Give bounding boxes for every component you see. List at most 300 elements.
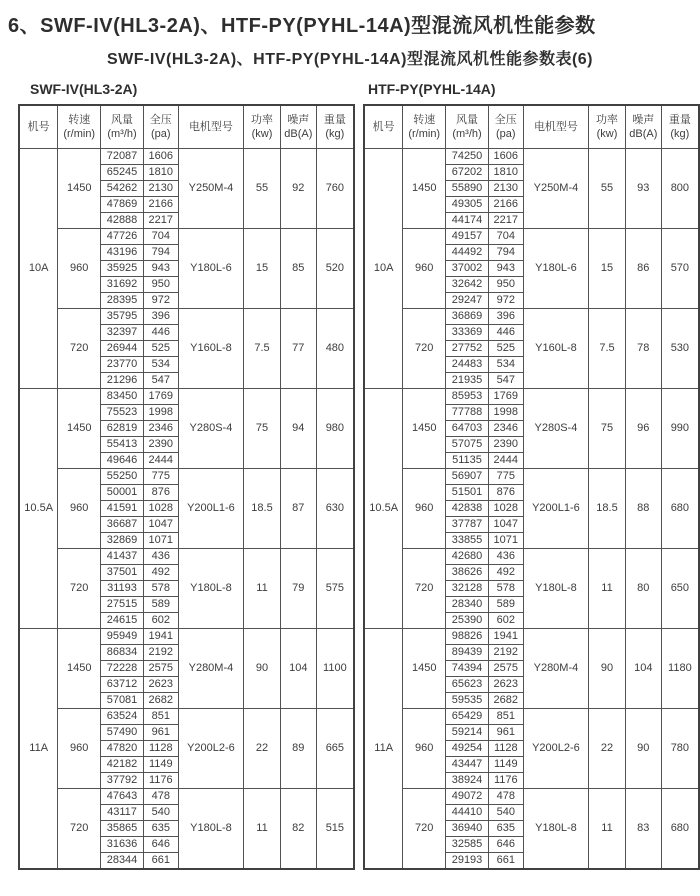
- noise-cell: 92: [280, 149, 316, 229]
- flow-cell: 65245: [101, 165, 144, 181]
- noise-cell: 89: [280, 709, 316, 789]
- model-cell: 11A: [364, 629, 403, 870]
- pressure-cell: 943: [488, 261, 523, 277]
- weight-cell: 530: [661, 309, 699, 389]
- header-cell: 电机型号: [178, 105, 243, 149]
- flow-cell: 47726: [101, 229, 144, 245]
- header-cell: 转速 (r/min): [58, 105, 101, 149]
- flow-cell: 37787: [446, 517, 489, 533]
- power-cell: 75: [244, 389, 281, 469]
- flow-cell: 42838: [446, 501, 489, 517]
- flow-cell: 43196: [101, 245, 144, 261]
- power-cell: 75: [589, 389, 626, 469]
- rpm-cell: 720: [58, 549, 101, 629]
- flow-cell: 27515: [101, 597, 144, 613]
- data-row: [364, 389, 699, 405]
- rpm-cell: 960: [403, 469, 446, 549]
- flow-cell: 37501: [101, 565, 144, 581]
- rpm-cell: 720: [403, 309, 446, 389]
- noise-cell: 87: [280, 469, 316, 549]
- pressure-cell: 2682: [488, 693, 523, 709]
- weight-cell: 980: [316, 389, 354, 469]
- data-row: [19, 229, 354, 245]
- flow-cell: 49254: [446, 741, 489, 757]
- flow-cell: 42182: [101, 757, 144, 773]
- pressure-cell: 540: [143, 805, 178, 821]
- noise-cell: 79: [280, 549, 316, 629]
- noise-cell: 104: [280, 629, 316, 709]
- pressure-cell: 492: [488, 565, 523, 581]
- flow-cell: 21296: [101, 373, 144, 389]
- weight-cell: 570: [661, 229, 699, 309]
- pressure-cell: 540: [488, 805, 523, 821]
- power-cell: 11: [244, 789, 281, 870]
- pressure-cell: 876: [488, 485, 523, 501]
- flow-cell: 42680: [446, 549, 489, 565]
- tables-row: [0, 104, 700, 870]
- pressure-cell: 2346: [143, 421, 178, 437]
- pressure-cell: 578: [143, 581, 178, 597]
- pressure-cell: 525: [143, 341, 178, 357]
- flow-cell: 51501: [446, 485, 489, 501]
- noise-cell: 80: [625, 549, 661, 629]
- flow-cell: 55890: [446, 181, 489, 197]
- data-row: [364, 309, 699, 325]
- pressure-cell: 2575: [488, 661, 523, 677]
- pressure-cell: 635: [488, 821, 523, 837]
- pressure-cell: 1149: [488, 757, 523, 773]
- header-row: [19, 105, 354, 149]
- flow-cell: 28340: [446, 597, 489, 613]
- rpm-cell: 1450: [403, 149, 446, 229]
- motor-cell: Y180L-6: [523, 229, 588, 309]
- pressure-cell: 1071: [488, 533, 523, 549]
- pressure-cell: 1998: [488, 405, 523, 421]
- data-row: [364, 709, 699, 725]
- flow-cell: 59535: [446, 693, 489, 709]
- flow-cell: 37002: [446, 261, 489, 277]
- noise-cell: 96: [625, 389, 661, 469]
- noise-cell: 82: [280, 789, 316, 870]
- pressure-cell: 961: [143, 725, 178, 741]
- pressure-cell: 2192: [488, 645, 523, 661]
- flow-cell: 63712: [101, 677, 144, 693]
- pressure-cell: 972: [143, 293, 178, 309]
- pressure-cell: 578: [488, 581, 523, 597]
- flow-cell: 33369: [446, 325, 489, 341]
- flow-cell: 72228: [101, 661, 144, 677]
- left-label-col: [0, 81, 350, 99]
- model-cell: 10A: [364, 149, 403, 389]
- data-row: [19, 709, 354, 725]
- header-cell: 功率 (kw): [244, 105, 281, 149]
- pressure-cell: 534: [143, 357, 178, 373]
- data-row: [19, 389, 354, 405]
- left-table-label: SWF-IV(HL3-2A): [30, 81, 138, 97]
- rpm-cell: 960: [58, 229, 101, 309]
- pressure-cell: 1176: [488, 773, 523, 789]
- motor-cell: Y250M-4: [178, 149, 243, 229]
- pressure-cell: 1769: [488, 389, 523, 405]
- weight-cell: 780: [661, 709, 699, 789]
- pressure-cell: 646: [143, 837, 178, 853]
- catalog-page: [0, 9, 700, 870]
- header-cell: 重量 (kg): [316, 105, 354, 149]
- pressure-cell: 2130: [143, 181, 178, 197]
- power-cell: 22: [244, 709, 281, 789]
- rpm-cell: 720: [403, 789, 446, 870]
- pressure-cell: 2390: [143, 437, 178, 453]
- power-cell: 11: [589, 789, 626, 870]
- noise-cell: 85: [280, 229, 316, 309]
- flow-cell: 28395: [101, 293, 144, 309]
- weight-cell: 575: [316, 549, 354, 629]
- pressure-cell: 2346: [488, 421, 523, 437]
- rpm-cell: 1450: [403, 389, 446, 469]
- data-row: [364, 629, 699, 645]
- flow-cell: 35865: [101, 821, 144, 837]
- rpm-cell: 960: [403, 229, 446, 309]
- flow-cell: 24483: [446, 357, 489, 373]
- flow-cell: 67202: [446, 165, 489, 181]
- flow-cell: 47869: [101, 197, 144, 213]
- flow-cell: 41591: [101, 501, 144, 517]
- power-cell: 15: [589, 229, 626, 309]
- pressure-cell: 1047: [143, 517, 178, 533]
- pressure-cell: 961: [488, 725, 523, 741]
- data-row: [19, 309, 354, 325]
- flow-cell: 72087: [101, 149, 144, 165]
- pressure-cell: 2217: [143, 213, 178, 229]
- pressure-cell: 2444: [143, 453, 178, 469]
- motor-cell: Y160L-8: [523, 309, 588, 389]
- pressure-cell: 775: [488, 469, 523, 485]
- flow-cell: 44492: [446, 245, 489, 261]
- weight-cell: 990: [661, 389, 699, 469]
- flow-cell: 98826: [446, 629, 489, 645]
- flow-cell: 95949: [101, 629, 144, 645]
- flow-cell: 83450: [101, 389, 144, 405]
- flow-cell: 43117: [101, 805, 144, 821]
- power-cell: 15: [244, 229, 281, 309]
- rpm-cell: 1450: [58, 149, 101, 229]
- flow-cell: 35925: [101, 261, 144, 277]
- flow-cell: 33855: [446, 533, 489, 549]
- pressure-cell: 436: [488, 549, 523, 565]
- header-cell: 噪声 dB(A): [625, 105, 661, 149]
- motor-cell: Y180L-6: [178, 229, 243, 309]
- pressure-cell: 635: [143, 821, 178, 837]
- swf-performance-table: [18, 104, 355, 870]
- flow-cell: 49157: [446, 229, 489, 245]
- power-cell: 55: [244, 149, 281, 229]
- weight-cell: 665: [316, 709, 354, 789]
- model-cell: 10.5A: [364, 389, 403, 629]
- motor-cell: Y200L1-6: [178, 469, 243, 549]
- header-cell: 风量 (m³/h): [446, 105, 489, 149]
- model-cell: 10.5A: [19, 389, 58, 629]
- data-row: [364, 789, 699, 805]
- flow-cell: 47820: [101, 741, 144, 757]
- header-cell: 转速 (r/min): [403, 105, 446, 149]
- flow-cell: 32128: [446, 581, 489, 597]
- rpm-cell: 1450: [58, 629, 101, 709]
- header-cell: 全压 (pa): [143, 105, 178, 149]
- power-cell: 90: [244, 629, 281, 709]
- pressure-cell: 589: [143, 597, 178, 613]
- pressure-cell: 478: [488, 789, 523, 805]
- model-cell: 10A: [19, 149, 58, 389]
- rpm-cell: 1450: [58, 389, 101, 469]
- flow-cell: 23770: [101, 357, 144, 373]
- pressure-cell: 525: [488, 341, 523, 357]
- header-cell: 重量 (kg): [661, 105, 699, 149]
- flow-cell: 31636: [101, 837, 144, 853]
- header-cell: 机号: [364, 105, 403, 149]
- flow-cell: 74394: [446, 661, 489, 677]
- pressure-cell: 1810: [143, 165, 178, 181]
- header-cell: 噪声 dB(A): [280, 105, 316, 149]
- flow-cell: 64703: [446, 421, 489, 437]
- pressure-cell: 492: [143, 565, 178, 581]
- motor-cell: Y250M-4: [523, 149, 588, 229]
- pressure-cell: 396: [143, 309, 178, 325]
- rpm-cell: 960: [403, 709, 446, 789]
- rpm-cell: 720: [403, 549, 446, 629]
- pressure-cell: 1606: [488, 149, 523, 165]
- weight-cell: 650: [661, 549, 699, 629]
- flow-cell: 29193: [446, 853, 489, 870]
- pressure-cell: 1071: [143, 533, 178, 549]
- pressure-cell: 396: [488, 309, 523, 325]
- flow-cell: 57075: [446, 437, 489, 453]
- rpm-cell: 720: [58, 789, 101, 870]
- flow-cell: 47643: [101, 789, 144, 805]
- pressure-cell: 1810: [488, 165, 523, 181]
- weight-cell: 1100: [316, 629, 354, 709]
- motor-cell: Y180L-8: [178, 789, 243, 870]
- flow-cell: 28344: [101, 853, 144, 870]
- weight-cell: 680: [661, 469, 699, 549]
- flow-cell: 42888: [101, 213, 144, 229]
- flow-cell: 36687: [101, 517, 144, 533]
- power-cell: 18.5: [244, 469, 281, 549]
- motor-cell: Y160L-8: [178, 309, 243, 389]
- pressure-cell: 661: [143, 853, 178, 870]
- flow-cell: 49072: [446, 789, 489, 805]
- pressure-cell: 794: [143, 245, 178, 261]
- flow-cell: 36869: [446, 309, 489, 325]
- flow-cell: 36940: [446, 821, 489, 837]
- pressure-cell: 547: [488, 373, 523, 389]
- flow-cell: 86834: [101, 645, 144, 661]
- noise-cell: 94: [280, 389, 316, 469]
- noise-cell: 83: [625, 789, 661, 870]
- flow-cell: 44174: [446, 213, 489, 229]
- pressure-cell: 950: [488, 277, 523, 293]
- motor-cell: Y180L-8: [178, 549, 243, 629]
- power-cell: 18.5: [589, 469, 626, 549]
- pressure-cell: 1047: [488, 517, 523, 533]
- pressure-cell: 1028: [143, 501, 178, 517]
- pressure-cell: 2166: [488, 197, 523, 213]
- power-cell: 22: [589, 709, 626, 789]
- pressure-cell: 2192: [143, 645, 178, 661]
- pressure-cell: 602: [488, 613, 523, 629]
- pressure-cell: 2217: [488, 213, 523, 229]
- pressure-cell: 589: [488, 597, 523, 613]
- noise-cell: 78: [625, 309, 661, 389]
- pressure-cell: 851: [488, 709, 523, 725]
- power-cell: 11: [244, 549, 281, 629]
- flow-cell: 63524: [101, 709, 144, 725]
- flow-cell: 59214: [446, 725, 489, 741]
- data-row: [19, 149, 354, 165]
- flow-cell: 37792: [101, 773, 144, 789]
- motor-cell: Y280M-4: [178, 629, 243, 709]
- weight-cell: 800: [661, 149, 699, 229]
- pressure-cell: 2444: [488, 453, 523, 469]
- flow-cell: 29247: [446, 293, 489, 309]
- flow-cell: 77788: [446, 405, 489, 421]
- pressure-cell: 704: [488, 229, 523, 245]
- header-cell: 机号: [19, 105, 58, 149]
- rpm-cell: 960: [58, 709, 101, 789]
- pressure-cell: 2682: [143, 693, 178, 709]
- rpm-cell: 960: [58, 469, 101, 549]
- pressure-cell: 1998: [143, 405, 178, 421]
- pressure-cell: 1606: [143, 149, 178, 165]
- flow-cell: 43447: [446, 757, 489, 773]
- data-row: [19, 629, 354, 645]
- weight-cell: 680: [661, 789, 699, 870]
- pressure-cell: 1128: [488, 741, 523, 757]
- pressure-cell: 876: [143, 485, 178, 501]
- power-cell: 7.5: [244, 309, 281, 389]
- pressure-cell: 534: [488, 357, 523, 373]
- noise-cell: 86: [625, 229, 661, 309]
- right-label-col: [350, 81, 700, 99]
- page-title: 6、SWF-IV(HL3-2A)、HTF-PY(PYHL-14A)型混流风机性能参数: [8, 15, 596, 37]
- flow-cell: 35795: [101, 309, 144, 325]
- pressure-cell: 478: [143, 789, 178, 805]
- flow-cell: 57490: [101, 725, 144, 741]
- flow-cell: 65623: [446, 677, 489, 693]
- weight-cell: 760: [316, 149, 354, 229]
- noise-cell: 90: [625, 709, 661, 789]
- pressure-cell: 2623: [143, 677, 178, 693]
- flow-cell: 57081: [101, 693, 144, 709]
- noise-cell: 88: [625, 469, 661, 549]
- pressure-cell: 794: [488, 245, 523, 261]
- pressure-cell: 1149: [143, 757, 178, 773]
- table-labels-row: [0, 81, 700, 99]
- header-cell: 功率 (kw): [589, 105, 626, 149]
- flow-cell: 55413: [101, 437, 144, 453]
- pressure-cell: 1941: [488, 629, 523, 645]
- motor-cell: Y180L-8: [523, 549, 588, 629]
- flow-cell: 74250: [446, 149, 489, 165]
- motor-cell: Y280M-4: [523, 629, 588, 709]
- motor-cell: Y200L2-6: [178, 709, 243, 789]
- noise-cell: 93: [625, 149, 661, 229]
- page-subtitle: SWF-IV(HL3-2A)、HTF-PY(PYHL-14A)型混流风机性能参数表(6): [107, 51, 593, 68]
- pressure-cell: 704: [143, 229, 178, 245]
- weight-cell: 630: [316, 469, 354, 549]
- power-cell: 90: [589, 629, 626, 709]
- pressure-cell: 1128: [143, 741, 178, 757]
- flow-cell: 65429: [446, 709, 489, 725]
- pressure-cell: 2623: [488, 677, 523, 693]
- motor-cell: Y280S-4: [523, 389, 588, 469]
- flow-cell: 55250: [101, 469, 144, 485]
- motor-cell: Y200L1-6: [523, 469, 588, 549]
- header-cell: 全压 (pa): [488, 105, 523, 149]
- flow-cell: 21935: [446, 373, 489, 389]
- flow-cell: 41437: [101, 549, 144, 565]
- power-cell: 55: [589, 149, 626, 229]
- data-row: [19, 789, 354, 805]
- pressure-cell: 2575: [143, 661, 178, 677]
- flow-cell: 32869: [101, 533, 144, 549]
- pressure-cell: 2166: [143, 197, 178, 213]
- flow-cell: 62819: [101, 421, 144, 437]
- pressure-cell: 2390: [488, 437, 523, 453]
- flow-cell: 38626: [446, 565, 489, 581]
- weight-cell: 515: [316, 789, 354, 870]
- motor-cell: Y280S-4: [178, 389, 243, 469]
- motor-cell: Y200L2-6: [523, 709, 588, 789]
- flow-cell: 49305: [446, 197, 489, 213]
- pressure-cell: 851: [143, 709, 178, 725]
- motor-cell: Y180L-8: [523, 789, 588, 870]
- pressure-cell: 547: [143, 373, 178, 389]
- rpm-cell: 1450: [403, 629, 446, 709]
- right-table-label: HTF-PY(PYHL-14A): [368, 81, 496, 97]
- flow-cell: 24615: [101, 613, 144, 629]
- power-cell: 7.5: [589, 309, 626, 389]
- pressure-cell: 1941: [143, 629, 178, 645]
- data-row: [364, 149, 699, 165]
- data-row: [364, 549, 699, 565]
- header-row: [364, 105, 699, 149]
- pressure-cell: 943: [143, 261, 178, 277]
- flow-cell: 89439: [446, 645, 489, 661]
- header-cell: 电机型号: [523, 105, 588, 149]
- flow-cell: 27752: [446, 341, 489, 357]
- flow-cell: 51135: [446, 453, 489, 469]
- htf-performance-table: [363, 104, 700, 870]
- data-row: [364, 469, 699, 485]
- flow-cell: 38924: [446, 773, 489, 789]
- flow-cell: 25390: [446, 613, 489, 629]
- flow-cell: 31193: [101, 581, 144, 597]
- pressure-cell: 602: [143, 613, 178, 629]
- data-row: [364, 229, 699, 245]
- noise-cell: 77: [280, 309, 316, 389]
- flow-cell: 32397: [101, 325, 144, 341]
- data-row: [19, 469, 354, 485]
- flow-cell: 31692: [101, 277, 144, 293]
- flow-cell: 26944: [101, 341, 144, 357]
- pressure-cell: 436: [143, 549, 178, 565]
- data-row: [19, 549, 354, 565]
- flow-cell: 44410: [446, 805, 489, 821]
- pressure-cell: 646: [488, 837, 523, 853]
- flow-cell: 32642: [446, 277, 489, 293]
- flow-cell: 85953: [446, 389, 489, 405]
- flow-cell: 75523: [101, 405, 144, 421]
